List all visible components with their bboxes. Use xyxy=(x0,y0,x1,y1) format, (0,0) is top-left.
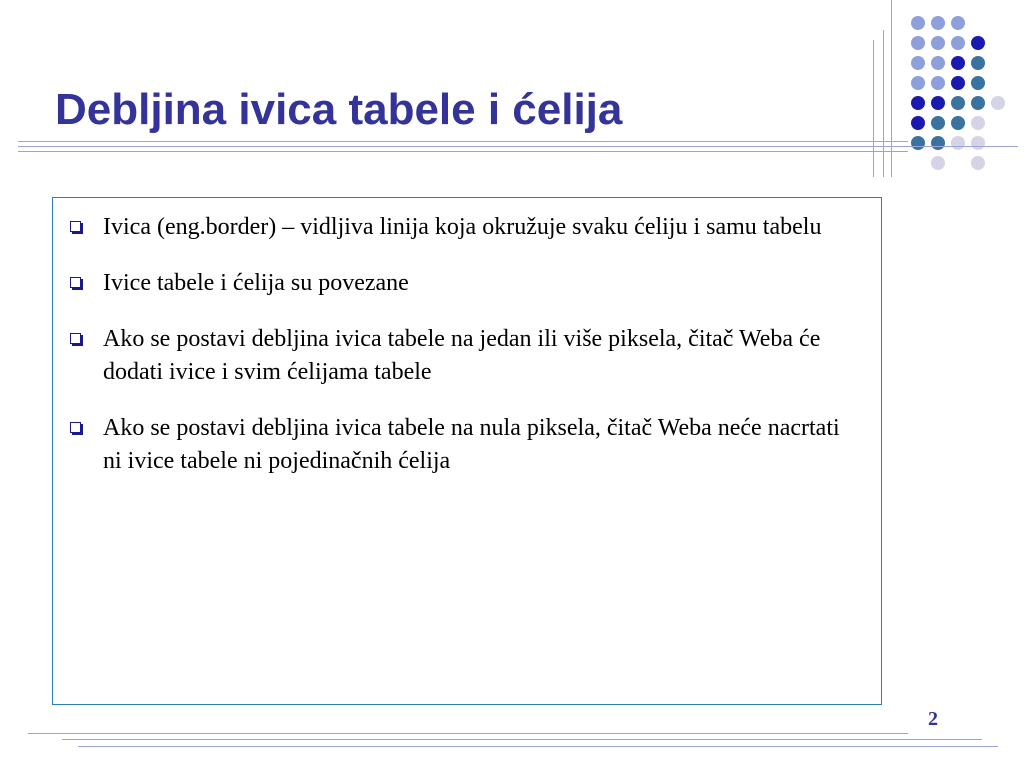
decorative-dot xyxy=(911,116,925,130)
decorative-dot xyxy=(911,136,925,150)
hollow-square-bullet-icon xyxy=(70,422,81,433)
decorative-vertical-line xyxy=(873,40,874,177)
decorative-dot xyxy=(971,96,985,110)
decorative-dot xyxy=(971,36,985,50)
decorative-dot xyxy=(931,96,945,110)
bullet-text: Ako se postavi debljina ivica tabele na nula piksela, čitač Weba neće nacrtati ni ivice tabele ni pojedinačnih ćelija xyxy=(103,415,840,474)
decorative-dot xyxy=(931,116,945,130)
bullet-text: Ako se postavi debljina ivica tabele na jedan ili više piksela, čitač Weba će dodati ivice i svim ćelijama tabele xyxy=(103,326,821,385)
decorative-dot xyxy=(931,156,945,170)
decorative-dot xyxy=(951,76,965,90)
decorative-dot xyxy=(911,36,925,50)
decorative-dot xyxy=(911,96,925,110)
decorative-dot xyxy=(931,36,945,50)
decorative-dot xyxy=(971,156,985,170)
footer-rule xyxy=(78,746,998,747)
hollow-square-bullet-icon xyxy=(70,277,81,288)
footer-rule xyxy=(28,733,908,734)
decorative-dot xyxy=(951,16,965,30)
decorative-dot xyxy=(951,36,965,50)
title-rule xyxy=(18,151,908,152)
slide-title: Debljina ivica tabele i ćelija xyxy=(55,85,623,134)
hollow-square-bullet-icon xyxy=(70,221,81,232)
decorative-dot xyxy=(931,16,945,30)
decorative-dot xyxy=(911,76,925,90)
decorative-dot xyxy=(911,56,925,70)
title-rule xyxy=(18,146,1018,147)
decorative-dot xyxy=(971,136,985,150)
decorative-vertical-line xyxy=(883,30,884,177)
decorative-dot xyxy=(971,76,985,90)
bullet-item xyxy=(67,412,857,478)
content-box xyxy=(52,197,882,705)
decorative-dot xyxy=(911,16,925,30)
bullet-item xyxy=(67,211,857,244)
decorative-dot xyxy=(931,136,945,150)
bullet-list xyxy=(67,211,857,501)
decorative-dot xyxy=(931,56,945,70)
decorative-dot xyxy=(951,96,965,110)
footer-rule xyxy=(62,739,982,740)
bullet-text: Ivica (eng.border) – vidljiva linija koja okružuje svaku ćeliju i samu tabelu xyxy=(103,214,822,240)
decorative-dot xyxy=(931,76,945,90)
decorative-dot xyxy=(991,96,1005,110)
decorative-dot xyxy=(971,116,985,130)
decorative-dot xyxy=(951,116,965,130)
decorative-dot xyxy=(971,56,985,70)
decorative-dot xyxy=(951,136,965,150)
page-number: 2 xyxy=(928,708,938,730)
title-rule xyxy=(18,141,908,142)
hollow-square-bullet-icon xyxy=(70,333,81,344)
bullet-text: Ivice tabele i ćelija su povezane xyxy=(103,270,409,296)
bullet-item xyxy=(67,323,857,389)
bullet-item xyxy=(67,267,857,300)
decorative-dot xyxy=(951,56,965,70)
